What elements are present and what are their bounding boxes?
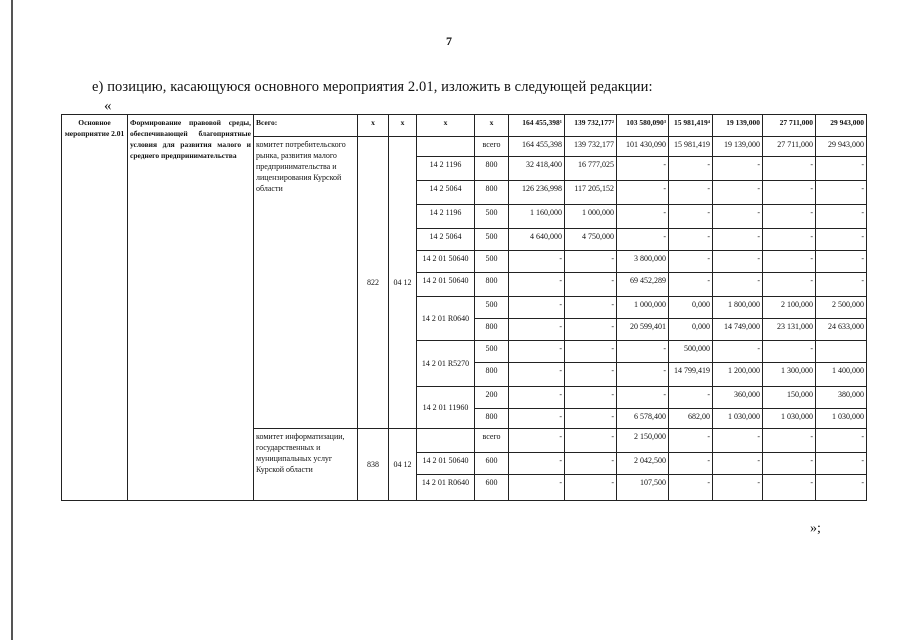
value-cell: 2 150,000 (617, 429, 669, 453)
value-cell: - (565, 273, 617, 297)
value-cell: 1 400,000 (816, 363, 867, 387)
value-cell: - (565, 429, 617, 453)
value-cell: - (509, 251, 565, 273)
value-cell: - (669, 273, 713, 297)
csr-cell (417, 429, 475, 453)
vr-cell: 500 (475, 297, 509, 319)
value-cell: - (763, 341, 816, 363)
total-value: 139 732,177² (565, 115, 617, 137)
value-cell: - (669, 475, 713, 501)
value-cell: 4 750,000 (565, 229, 617, 251)
value-cell: - (763, 181, 816, 205)
value-cell: - (816, 251, 867, 273)
value-cell: 15 981,419 (669, 137, 713, 157)
value-cell: - (509, 319, 565, 341)
csr-cell: 14 2 01 50640 (417, 453, 475, 475)
value-cell: - (617, 387, 669, 409)
value-cell: 682,00 (669, 409, 713, 429)
value-cell: - (617, 181, 669, 205)
value-cell: - (713, 229, 763, 251)
vr-cell: 800 (475, 273, 509, 297)
value-cell: 14 749,000 (713, 319, 763, 341)
value-cell: - (617, 229, 669, 251)
value-cell: 16 777,025 (565, 157, 617, 181)
value-cell: - (565, 341, 617, 363)
executor-name: комитет информатизации, государственных и муниципальных услуг Курской области (254, 429, 358, 501)
value-cell: 1 800,000 (713, 297, 763, 319)
vr-cell: 600 (475, 453, 509, 475)
value-cell: 6 578,400 (617, 409, 669, 429)
value-cell: - (669, 229, 713, 251)
csr-cell: 14 2 01 R0640 (417, 475, 475, 501)
value-cell: - (816, 429, 867, 453)
value-cell: 1 300,000 (763, 363, 816, 387)
vr-cell: 500 (475, 229, 509, 251)
value-cell: 1 200,000 (713, 363, 763, 387)
value-cell: - (816, 453, 867, 475)
csr-cell: 14 2 1196 (417, 205, 475, 229)
vr-cell: 800 (475, 409, 509, 429)
vr-cell: 800 (475, 363, 509, 387)
value-cell: 29 943,000 (816, 137, 867, 157)
vr-cell: всего (475, 137, 509, 157)
value-cell: - (669, 453, 713, 475)
value-cell: - (763, 205, 816, 229)
value-cell: - (669, 387, 713, 409)
value-cell: 23 131,000 (763, 319, 816, 341)
total-grbs: x (358, 115, 389, 137)
value-cell: - (509, 429, 565, 453)
value-cell: - (565, 363, 617, 387)
value-cell: - (763, 229, 816, 251)
value-cell: - (713, 205, 763, 229)
value-cell: - (565, 319, 617, 341)
value-cell: - (713, 251, 763, 273)
value-cell: - (565, 475, 617, 501)
value-cell: - (565, 409, 617, 429)
value-cell: - (509, 453, 565, 475)
value-cell: - (816, 205, 867, 229)
csr-cell: 14 2 01 11960 (417, 387, 475, 429)
value-cell: - (509, 341, 565, 363)
value-cell: 2 500,000 (816, 297, 867, 319)
csr-cell: 14 2 01 R0640 (417, 297, 475, 341)
executor-grbs: 838 (358, 429, 389, 501)
value-cell: 3 800,000 (617, 251, 669, 273)
value-cell: - (763, 157, 816, 181)
csr-cell: 14 2 1196 (417, 157, 475, 181)
value-cell: - (763, 251, 816, 273)
value-cell: - (816, 273, 867, 297)
value-cell: 1 030,000 (816, 409, 867, 429)
opening-quote: « (104, 98, 112, 114)
value-cell: 117 205,152 (565, 181, 617, 205)
vr-cell: 500 (475, 205, 509, 229)
total-value: 103 580,090³ (617, 115, 669, 137)
value-cell: - (565, 387, 617, 409)
page-number: 7 (446, 34, 452, 48)
value-cell: - (669, 157, 713, 181)
vr-cell: 500 (475, 251, 509, 273)
total-csr: x (417, 115, 475, 137)
total-value: 15 981,419⁴ (669, 115, 713, 137)
value-cell: - (763, 429, 816, 453)
value-cell (816, 341, 867, 363)
total-value: 164 455,398¹ (509, 115, 565, 137)
value-cell: 2 100,000 (763, 297, 816, 319)
value-cell: - (509, 297, 565, 319)
vr-cell: 200 (475, 387, 509, 409)
value-cell: - (713, 181, 763, 205)
value-cell: - (509, 273, 565, 297)
value-cell: - (669, 429, 713, 453)
csr-cell: 14 2 01 50640 (417, 273, 475, 297)
value-cell: - (713, 341, 763, 363)
value-cell: 1 000,000 (565, 205, 617, 229)
value-cell: 20 599,401 (617, 319, 669, 341)
value-cell: - (713, 157, 763, 181)
vr-cell: 600 (475, 475, 509, 501)
value-cell: 32 418,400 (509, 157, 565, 181)
value-cell: - (669, 251, 713, 273)
value-cell: - (509, 363, 565, 387)
value-cell: 150,000 (763, 387, 816, 409)
value-cell: 19 139,000 (713, 137, 763, 157)
value-cell: 380,000 (816, 387, 867, 409)
csr-cell: 14 2 01 50640 (417, 251, 475, 273)
value-cell: 101 430,090 (617, 137, 669, 157)
value-cell: 2 042,500 (617, 453, 669, 475)
value-cell: 1 160,000 (509, 205, 565, 229)
value-cell: - (713, 453, 763, 475)
value-cell: - (509, 409, 565, 429)
value-cell: 69 452,289 (617, 273, 669, 297)
value-cell: - (763, 475, 816, 501)
value-cell: - (816, 229, 867, 251)
total-value: 27 711,000 (763, 115, 816, 137)
value-cell: - (617, 341, 669, 363)
total-value: 19 139,000 (713, 115, 763, 137)
value-cell: - (763, 273, 816, 297)
value-cell: - (816, 181, 867, 205)
intro-text: е) позицию, касающуюся основного мероприятия 2.01, изложить в следующей редакции: (92, 79, 653, 95)
value-cell: - (816, 157, 867, 181)
value-cell: - (816, 475, 867, 501)
value-cell: 0,000 (669, 319, 713, 341)
value-cell: 107,500 (617, 475, 669, 501)
item-title: Формирование правовой среды, обеспечивающей благоприятные условия для развития малого и среднего предпринимательства (128, 115, 254, 501)
value-cell: 1 030,000 (713, 409, 763, 429)
value-cell: - (617, 363, 669, 387)
value-cell: 500,000 (669, 341, 713, 363)
value-cell: - (713, 429, 763, 453)
csr-cell (417, 137, 475, 157)
total-vr: x (475, 115, 509, 137)
value-cell: - (713, 273, 763, 297)
total-value: 29 943,000 (816, 115, 867, 137)
value-cell: - (669, 205, 713, 229)
value-cell: 14 799,419 (669, 363, 713, 387)
executor-grbs: 822 (358, 137, 389, 429)
value-cell: 139 732,177 (565, 137, 617, 157)
value-cell: - (617, 157, 669, 181)
total-label: Всего: (254, 115, 358, 137)
vr-cell: 800 (475, 157, 509, 181)
value-cell: - (617, 205, 669, 229)
value-cell: 24 633,000 (816, 319, 867, 341)
value-cell: - (565, 453, 617, 475)
csr-cell: 14 2 5064 (417, 181, 475, 205)
csr-cell: 14 2 01 R5270 (417, 341, 475, 387)
value-cell: - (565, 297, 617, 319)
value-cell: - (509, 387, 565, 409)
value-cell: 126 236,998 (509, 181, 565, 205)
vr-cell: 500 (475, 341, 509, 363)
value-cell: 27 711,000 (763, 137, 816, 157)
value-cell: - (763, 453, 816, 475)
closing-quote: »; (810, 521, 821, 536)
value-cell: - (509, 475, 565, 501)
item-label: Основное мероприятие 2.01 (62, 115, 128, 501)
value-cell: 1 030,000 (763, 409, 816, 429)
total-rzpr: x (389, 115, 417, 137)
executor-rzpr: 04 12 (389, 429, 417, 501)
page-edge-line (11, 0, 13, 640)
value-cell: 360,000 (713, 387, 763, 409)
csr-cell: 14 2 5064 (417, 229, 475, 251)
value-cell: 0,000 (669, 297, 713, 319)
value-cell: - (669, 181, 713, 205)
executor-rzpr: 04 12 (389, 137, 417, 429)
value-cell: 4 640,000 (509, 229, 565, 251)
budget-table (61, 114, 867, 501)
executor-name: комитет потребительского рынка, развития малого предпринимательства и лицензирования Курской области (254, 137, 358, 429)
vr-cell: 800 (475, 319, 509, 341)
vr-cell: всего (475, 429, 509, 453)
vr-cell: 800 (475, 181, 509, 205)
value-cell: 1 000,000 (617, 297, 669, 319)
value-cell: - (565, 251, 617, 273)
value-cell: 164 455,398 (509, 137, 565, 157)
value-cell: - (713, 475, 763, 501)
